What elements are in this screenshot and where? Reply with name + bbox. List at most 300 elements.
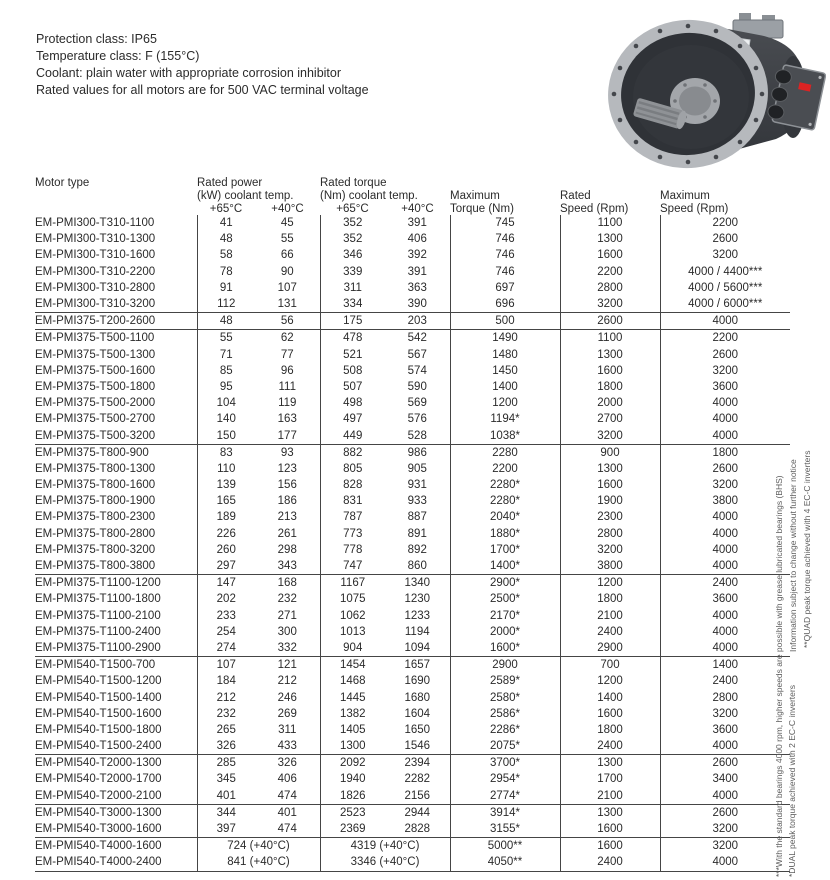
cell-torque-65: 828 — [320, 477, 385, 493]
cell-torque-65: 507 — [320, 379, 385, 395]
cell-torque-40: 391 — [407, 217, 427, 230]
cell-power-40: 163 — [277, 413, 297, 426]
table-row — [35, 280, 790, 296]
cell-rated-speed: 2400 — [560, 738, 660, 755]
cell-power-40: 326 — [255, 755, 320, 772]
cell-max-torque: 2280* — [450, 493, 560, 509]
table-row — [35, 689, 790, 705]
cell-motor-type: EM-PMI540-T3000-1600 — [35, 823, 162, 836]
cell-power-65: 184 — [197, 673, 255, 689]
cell-max-speed: 3400 — [660, 771, 790, 787]
cell-power-65: 232 — [197, 706, 255, 722]
table-row — [35, 755, 790, 772]
cell-power-65: 83 — [197, 444, 255, 461]
table-row — [35, 477, 790, 493]
cell-torque-40: 569 — [407, 397, 427, 410]
cell-motor-type: EM-PMI375-T800-3800 — [35, 560, 156, 573]
cell-max-speed: 4000 — [660, 624, 790, 640]
table-row — [35, 444, 790, 461]
table-row — [35, 493, 790, 509]
cell-torque-65: 352 — [320, 215, 385, 231]
cell-max-speed: 2200 — [660, 330, 790, 347]
cell-motor-type: EM-PMI375-T500-1800 — [35, 380, 156, 393]
table-row — [35, 640, 790, 657]
cell-rated-speed: 1100 — [560, 330, 660, 347]
cell-torque-65: 787 — [320, 509, 385, 525]
table-row — [35, 821, 790, 838]
cell-power-65: 212 — [197, 689, 255, 705]
cell-torque-65: 1062 — [320, 608, 385, 624]
cell-motor-type: EM-PMI540-T1500-1600 — [35, 707, 162, 720]
cell-power-40: 261 — [277, 527, 297, 540]
cell-torque-65: 747 — [320, 558, 385, 575]
cell-power-65: 78 — [197, 264, 255, 280]
header-rated-torque: Rated torque — [320, 177, 387, 189]
cell-motor-type: EM-PMI375-T500-1300 — [35, 348, 156, 361]
intro-line-protection: Protection class: IP65 — [36, 32, 157, 46]
cell-motor-type: EM-PMI375-T800-2800 — [35, 527, 156, 540]
cell-torque-40: 1340 — [385, 575, 450, 592]
cell-max-speed: 2600 — [660, 347, 790, 363]
header-rated-speed-2: Speed (Rpm) — [560, 203, 629, 215]
cell-max-speed: 2400 — [660, 673, 790, 689]
cell-power-65: 344 — [197, 804, 255, 821]
cell-power-65: 150 — [197, 427, 255, 444]
cell-power-40: 474 — [277, 789, 297, 802]
cell-max-torque: 2580* — [450, 689, 560, 705]
cell-max-speed: 3200 — [660, 706, 790, 722]
cell-power-40: 111 — [278, 380, 296, 393]
cell-motor-type: EM-PMI300-T310-1300 — [35, 233, 156, 246]
cell-torque-65: 1445 — [320, 689, 385, 705]
cell-power-40: 232 — [277, 593, 297, 606]
cell-max-speed: 4000 — [660, 313, 790, 330]
cell-motor-type: EM-PMI375-T1100-2400 — [35, 625, 161, 638]
cell-rated-speed: 1600 — [560, 363, 660, 379]
table-row — [35, 247, 790, 263]
cell-motor-type: EM-PMI540-T1500-1200 — [35, 675, 162, 688]
cell-max-torque: 696 — [450, 296, 560, 313]
cell-max-speed: 2800 — [660, 689, 790, 705]
cell-max-speed: 4000 — [660, 395, 790, 411]
cell-power-40: 66 — [280, 249, 294, 262]
cell-torque-65: 1075 — [320, 591, 385, 607]
header-max-speed-1: Maximum — [660, 190, 710, 202]
cell-max-speed: 1400 — [660, 657, 790, 674]
table-row — [35, 838, 790, 855]
cell-power-span: 841 (+40°C) — [197, 854, 320, 871]
cell-motor-type: EM-PMI540-T3000-1300 — [35, 804, 197, 821]
cell-power-40: 186 — [277, 495, 297, 508]
cell-torque-65: 831 — [320, 493, 385, 509]
cell-rated-speed: 1100 — [560, 215, 660, 231]
cell-torque-65: 1468 — [320, 673, 385, 689]
cell-power-40: 269 — [277, 707, 297, 720]
cell-motor-type: EM-PMI375-T800-1300 — [35, 462, 156, 475]
cell-max-speed: 2600 — [660, 461, 790, 477]
cell-torque-65: 1405 — [320, 722, 385, 738]
cell-power-65: 397 — [197, 821, 255, 838]
table-row — [35, 542, 790, 558]
cell-power-40: 77 — [280, 348, 294, 361]
cell-torque-40: 2156 — [404, 789, 431, 802]
cell-max-torque: 1450 — [450, 363, 560, 379]
cell-torque-65: 478 — [320, 330, 385, 347]
table-row — [35, 608, 790, 624]
motor-photo — [596, 8, 826, 170]
header-max-torque-1: Maximum — [450, 190, 500, 202]
cell-power-65: 91 — [197, 280, 255, 296]
cell-max-torque: 2280* — [450, 477, 560, 493]
cell-power-40: 300 — [277, 625, 297, 638]
cell-torque-span: 4319 (+40°C) — [320, 838, 450, 855]
cell-torque-65: 346 — [320, 247, 385, 263]
header-motor-type: Motor type — [35, 177, 90, 189]
cell-motor-type: EM-PMI540-T4000-1600 — [35, 838, 197, 855]
cell-power-40: 246 — [277, 691, 297, 704]
cell-motor-type: EM-PMI375-T500-2700 — [35, 413, 156, 426]
cell-max-torque: 746 — [450, 247, 560, 263]
cell-motor-type: EM-PMI375-T500-3200 — [35, 429, 156, 442]
cell-torque-65: 1382 — [320, 706, 385, 722]
cell-max-speed: 4000 / 6000*** — [660, 296, 790, 313]
cell-max-torque: 3700* — [450, 755, 560, 772]
footnote-quad: **QUAD peak torque achieved with 4 EC-C inverters — [802, 450, 812, 648]
header-torque-40: +40°C — [401, 203, 434, 215]
table-row — [35, 296, 790, 313]
cell-power-65: 48 — [197, 313, 255, 330]
cell-torque-40: 363 — [407, 281, 427, 294]
cell-rated-speed: 2900 — [560, 640, 660, 657]
intro-text — [36, 31, 369, 99]
cell-power-40: 121 — [255, 657, 320, 674]
cell-max-speed: 3200 — [660, 247, 790, 263]
cell-torque-40: 574 — [407, 364, 427, 377]
cell-motor-type: EM-PMI540-T1500-2400 — [35, 740, 162, 753]
cell-rated-speed: 1200 — [560, 575, 660, 592]
cell-rated-speed: 3200 — [560, 427, 660, 444]
cell-max-speed: 4000 — [660, 411, 790, 427]
cell-torque-65: 1167 — [320, 575, 385, 592]
cell-max-torque: 1600* — [450, 640, 560, 657]
cell-power-65: 265 — [197, 722, 255, 738]
cell-torque-65: 498 — [320, 395, 385, 411]
cell-power-65: 297 — [197, 558, 255, 575]
cell-torque-40: 2282 — [404, 773, 431, 786]
cell-rated-speed: 1600 — [560, 247, 660, 263]
cell-power-65: 58 — [197, 247, 255, 263]
cell-power-span: 724 (+40°C) — [197, 838, 320, 855]
cell-power-40: 433 — [277, 740, 297, 753]
cell-power-65: 202 — [197, 591, 255, 607]
cell-max-speed: 4000 — [660, 854, 790, 871]
header-power-40: +40°C — [271, 203, 304, 215]
cell-torque-40: 905 — [407, 462, 427, 475]
cell-rated-speed: 1600 — [560, 477, 660, 493]
intro-line-coolant: Coolant: plain water with appropriate corrosion inhibitor — [36, 66, 342, 80]
cell-torque-65: 352 — [320, 231, 385, 247]
cell-max-speed: 3200 — [660, 838, 790, 855]
cell-power-65: 85 — [197, 363, 255, 379]
cell-rated-speed: 2000 — [560, 395, 660, 411]
cell-max-speed: 2600 — [660, 804, 790, 821]
cell-power-40: 45 — [280, 217, 294, 230]
cell-rated-speed: 2600 — [560, 313, 660, 330]
cell-motor-type: EM-PMI375-T500-1600 — [35, 364, 156, 377]
cell-power-40: 62 — [255, 330, 320, 347]
cell-torque-65: 778 — [320, 542, 385, 558]
cell-max-torque: 2040* — [450, 509, 560, 525]
cell-torque-40: 1604 — [404, 707, 431, 720]
cell-motor-type: EM-PMI375-T500-1100 — [35, 330, 197, 347]
cell-torque-40: 1690 — [404, 675, 431, 688]
cell-motor-type: EM-PMI300-T310-1600 — [35, 249, 156, 262]
cell-max-torque: 1480 — [450, 347, 560, 363]
cell-torque-65: 882 — [320, 444, 385, 461]
cell-rated-speed: 1400 — [560, 689, 660, 705]
cell-power-65: 71 — [197, 347, 255, 363]
cell-torque-65: 521 — [320, 347, 385, 363]
cell-torque-65: 2523 — [320, 804, 385, 821]
cell-torque-65: 1013 — [320, 624, 385, 640]
cell-torque-40: 2394 — [385, 755, 450, 772]
cell-torque-65: 311 — [320, 280, 385, 296]
cell-power-40: 213 — [277, 511, 297, 524]
table-row — [35, 738, 790, 755]
cell-torque-40: 1094 — [404, 641, 431, 654]
table-row — [35, 657, 790, 674]
cell-max-torque: 1700* — [450, 542, 560, 558]
cell-max-torque: 1038* — [450, 427, 560, 444]
cell-power-40: 156 — [277, 479, 297, 492]
cell-max-torque: 2900* — [450, 575, 560, 592]
table-row — [35, 411, 790, 427]
cell-max-speed: 3200 — [660, 477, 790, 493]
cell-power-65: 104 — [197, 395, 255, 411]
cell-torque-65: 773 — [320, 526, 385, 542]
table-row — [35, 330, 790, 347]
cell-torque-40: 392 — [407, 249, 427, 262]
cell-torque-65: 1940 — [320, 771, 385, 787]
cell-power-65: 260 — [197, 542, 255, 558]
cell-power-40: 56 — [255, 313, 320, 330]
cell-power-40: 406 — [277, 773, 297, 786]
cell-torque-40: 406 — [407, 233, 427, 246]
cell-max-speed: 4000 — [660, 542, 790, 558]
cell-torque-40: 1657 — [385, 657, 450, 674]
cell-torque-40: 887 — [407, 511, 427, 524]
cell-rated-speed: 700 — [560, 657, 660, 674]
cell-rated-speed: 1800 — [560, 591, 660, 607]
cell-power-65: 165 — [197, 493, 255, 509]
cell-rated-speed: 3200 — [560, 296, 660, 313]
cell-torque-65: 2092 — [320, 755, 385, 772]
cell-torque-40: 986 — [385, 444, 450, 461]
spec-table-header — [35, 176, 790, 215]
cell-max-speed: 2400 — [660, 575, 790, 592]
table-row — [35, 231, 790, 247]
header-rated-power: Rated power — [197, 177, 263, 189]
cell-power-65: 274 — [197, 640, 255, 657]
cell-power-40: 123 — [277, 462, 297, 475]
cell-max-torque: 5000** — [450, 838, 560, 855]
cell-rated-speed: 2800 — [560, 280, 660, 296]
cell-max-speed: 3600 — [660, 591, 790, 607]
table-row — [35, 363, 790, 379]
cell-rated-speed: 900 — [560, 444, 660, 461]
cell-max-speed: 4000 — [660, 526, 790, 542]
cell-rated-speed: 2400 — [560, 624, 660, 640]
cell-power-65: 48 — [197, 231, 255, 247]
cell-power-40: 343 — [277, 560, 297, 573]
table-row — [35, 591, 790, 607]
cell-max-torque: 2586* — [450, 706, 560, 722]
cell-max-torque: 697 — [450, 280, 560, 296]
cell-torque-40: 391 — [407, 265, 427, 278]
cell-max-torque: 3914* — [450, 804, 560, 821]
cell-torque-40: 1233 — [404, 609, 431, 622]
cell-power-65: 107 — [197, 657, 255, 674]
cell-torque-40: 933 — [407, 495, 427, 508]
cell-max-torque: 2954* — [450, 771, 560, 787]
spec-table-body — [35, 215, 790, 871]
cell-max-torque: 1194* — [450, 411, 560, 427]
header-rated-speed-1: Rated — [560, 190, 591, 202]
cell-max-torque: 4050** — [450, 854, 560, 871]
motor-spec-table — [35, 176, 790, 872]
table-row — [35, 673, 790, 689]
header-power-coolant: (kW) coolant temp. — [197, 190, 294, 202]
cell-power-40: 55 — [280, 233, 294, 246]
cell-motor-type: EM-PMI300-T310-2200 — [35, 265, 156, 278]
cell-motor-type: EM-PMI540-T4000-2400 — [35, 856, 162, 869]
table-row — [35, 804, 790, 821]
cell-max-speed: 3600 — [660, 379, 790, 395]
cell-rated-speed: 1700 — [560, 771, 660, 787]
cell-torque-40: 528 — [407, 429, 427, 442]
cell-max-speed: 2600 — [660, 231, 790, 247]
cell-power-65: 233 — [197, 608, 255, 624]
cell-power-40: 107 — [277, 281, 297, 294]
header-power-65: +65°C — [209, 203, 243, 215]
cell-power-65: 55 — [197, 330, 255, 347]
table-row — [35, 788, 790, 805]
cell-max-torque: 2170* — [450, 608, 560, 624]
cell-max-torque: 1490 — [450, 330, 560, 347]
table-row — [35, 575, 790, 592]
cell-torque-40: 542 — [385, 330, 450, 347]
cell-power-40: 177 — [277, 429, 297, 442]
cell-torque-65: 2369 — [320, 821, 385, 838]
cell-torque-40: 1194 — [404, 625, 430, 638]
cell-power-40: 90 — [280, 265, 294, 278]
cell-torque-65: 339 — [320, 264, 385, 280]
cell-power-65: 254 — [197, 624, 255, 640]
cell-power-65: 140 — [197, 411, 255, 427]
cell-torque-40: 567 — [407, 348, 427, 361]
cell-power-40: 311 — [278, 723, 297, 736]
table-row — [35, 509, 790, 525]
cell-motor-type: EM-PMI375-T800-3200 — [35, 543, 156, 556]
motor-photo-graphic — [596, 8, 826, 170]
cell-max-speed: 3200 — [660, 363, 790, 379]
cell-rated-speed: 1600 — [560, 838, 660, 855]
cell-rated-speed: 2400 — [560, 854, 660, 871]
table-row — [35, 854, 790, 871]
cell-max-speed: 4000 — [660, 558, 790, 575]
cell-motor-type: EM-PMI300-T310-1100 — [35, 217, 155, 230]
cell-rated-speed: 3200 — [560, 542, 660, 558]
cell-power-40: 93 — [255, 444, 320, 461]
cell-motor-type: EM-PMI375-T1100-1200 — [35, 575, 197, 592]
cell-max-torque: 2280 — [450, 444, 560, 461]
cell-max-torque: 500 — [450, 313, 560, 330]
cell-torque-65: 497 — [320, 411, 385, 427]
cell-torque-65: 175 — [320, 313, 385, 330]
cell-torque-65: 449 — [320, 427, 385, 444]
table-row — [35, 264, 790, 280]
cell-power-65: 326 — [197, 738, 255, 755]
cell-power-65: 110 — [197, 461, 255, 477]
cell-rated-speed: 2300 — [560, 509, 660, 525]
header-max-torque-2: Torque (Nm) — [450, 203, 514, 215]
cell-power-40: 119 — [278, 397, 297, 410]
cell-max-speed: 2200 — [660, 215, 790, 231]
cell-motor-type: EM-PMI300-T310-3200 — [35, 298, 156, 311]
cell-torque-65: 334 — [320, 296, 385, 313]
cell-rated-speed: 1600 — [560, 706, 660, 722]
cell-torque-65: 805 — [320, 461, 385, 477]
cell-max-torque: 2075* — [450, 738, 560, 755]
cell-torque-span: 3346 (+40°C) — [320, 854, 450, 871]
header-torque-coolant: (Nm) coolant temp. — [320, 190, 418, 202]
table-row — [35, 461, 790, 477]
cell-max-speed: 2600 — [660, 755, 790, 772]
table-row — [35, 215, 790, 231]
cell-motor-type: EM-PMI375-T500-2000 — [35, 397, 156, 410]
cell-power-40: 131 — [277, 298, 297, 311]
cell-power-65: 41 — [197, 215, 255, 231]
cell-motor-type: EM-PMI375-T1100-2100 — [35, 609, 161, 622]
cell-torque-65: 1300 — [320, 738, 385, 755]
cell-max-torque: 746 — [450, 231, 560, 247]
cell-torque-40: 1230 — [404, 593, 431, 606]
cell-power-65: 147 — [197, 575, 255, 592]
cell-max-torque: 2774* — [450, 788, 560, 805]
cell-max-speed: 4000 — [660, 427, 790, 444]
cell-power-65: 139 — [197, 477, 255, 493]
cell-power-40: 212 — [277, 675, 297, 688]
footnote-dual: *DUAL peak torque achieved with 2 EC-C inverters — [787, 685, 797, 877]
cell-max-speed: 4000 — [660, 788, 790, 805]
cell-max-speed: 3800 — [660, 493, 790, 509]
cell-rated-speed: 1300 — [560, 804, 660, 821]
table-row — [35, 706, 790, 722]
footnote-bhs: ***With the standard bearings 4000 rpm, higher speeds are possible with grease lubricated bearings (BHS) — [774, 475, 784, 877]
cell-max-speed: 4000 — [660, 738, 790, 755]
cell-torque-40: 590 — [407, 380, 427, 393]
cell-rated-speed: 1300 — [560, 755, 660, 772]
cell-motor-type: EM-PMI375-T800-2300 — [35, 511, 156, 524]
cell-torque-40: 576 — [407, 413, 427, 426]
table-row — [35, 395, 790, 411]
cell-rated-speed: 1800 — [560, 379, 660, 395]
cell-motor-type: EM-PMI540-T1500-1400 — [35, 691, 162, 704]
cell-max-speed: 4000 — [660, 509, 790, 525]
cell-torque-65: 1826 — [320, 788, 385, 805]
cell-rated-speed: 1300 — [560, 231, 660, 247]
intro-line-temperature: Temperature class: F (155°C) — [36, 49, 200, 63]
